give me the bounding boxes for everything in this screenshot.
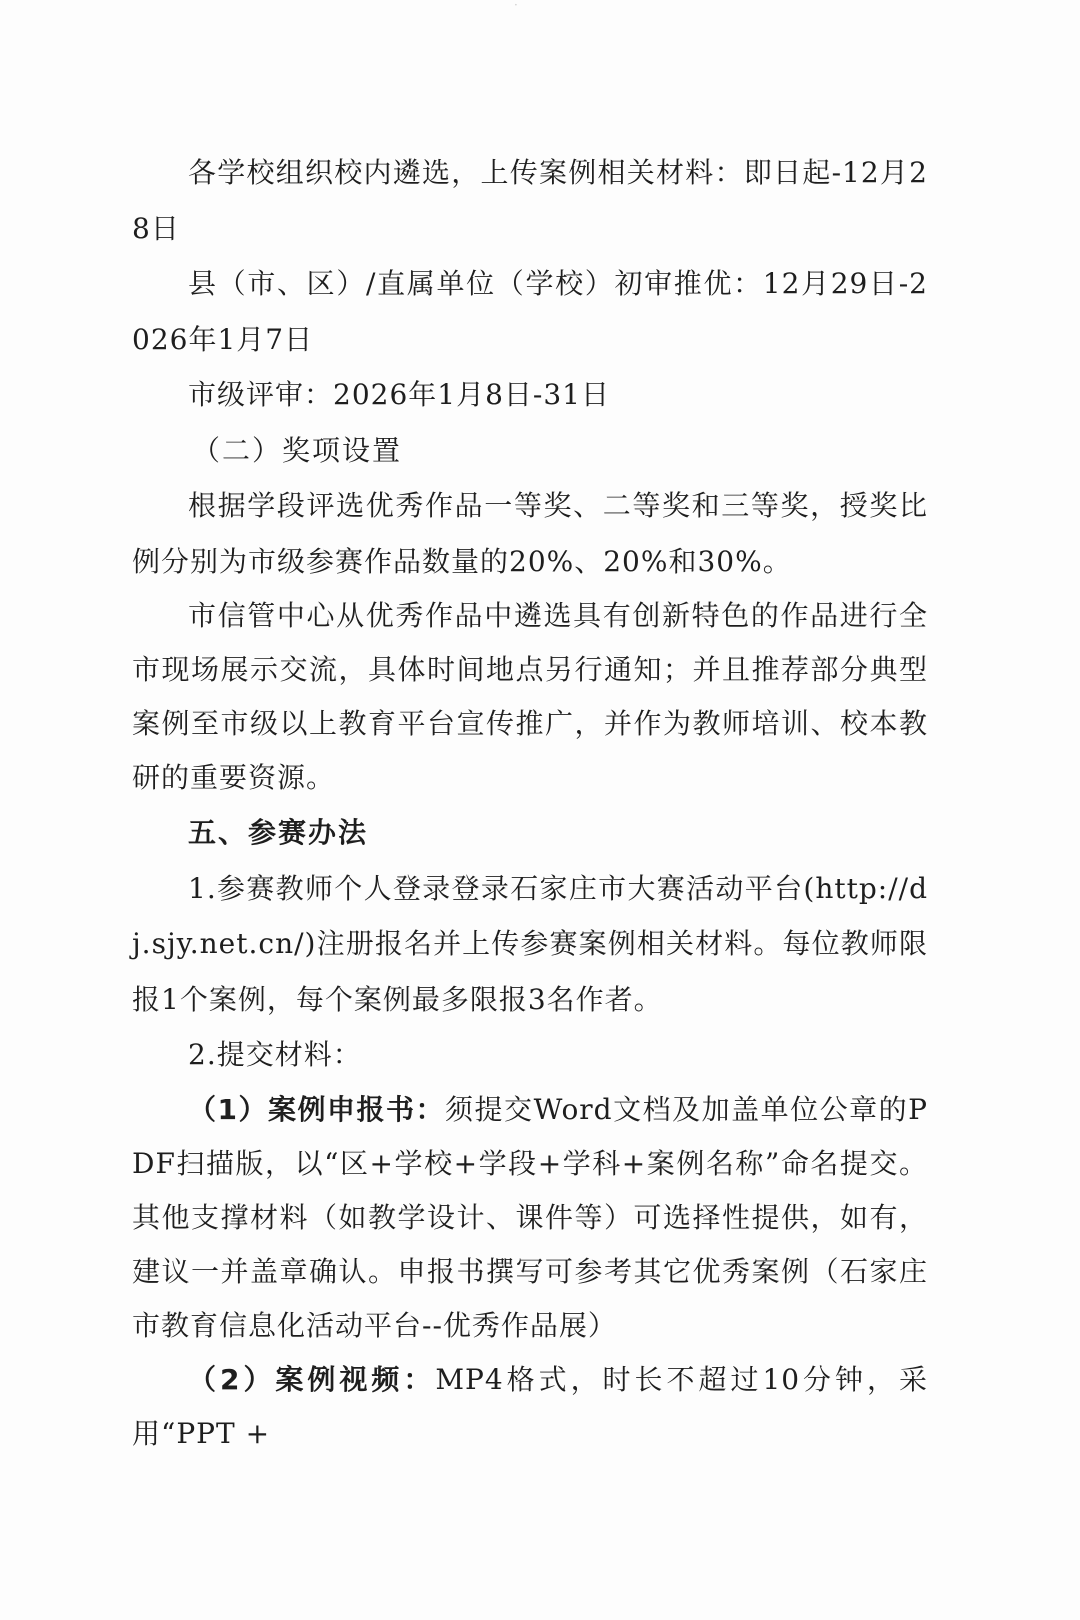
- document-content: [132, 145, 928, 1461]
- city-review-schedule: 市级评审：2026年1月8日-31日: [188, 378, 610, 411]
- award-ratio-paragraph: 根据学段评选优秀作品一等奖、二等奖和三等奖，授奖比例分别为市级参赛作品数量的20%、20%和30%。: [132, 489, 928, 578]
- awards-section-title: （二）奖项设置: [192, 433, 403, 467]
- material-item: [132, 1353, 928, 1461]
- material-label: （2）案例视频：: [188, 1362, 436, 1396]
- material-label: （1）案例申报书：: [188, 1092, 446, 1126]
- county-review-schedule: 县（市、区）/直属单位（学校）初审推优：12月29日-2026年1月7日: [132, 267, 928, 356]
- promotion-paragraph: 市信管中心从优秀作品中遴选具有创新特色的作品进行全市现场展示交流，具体时间地点另行通知；并且推荐部分典型案例至市级以上教育平台宣传推广，并作为教师培训、校本教研的重要资源。: [132, 599, 928, 794]
- registration-paragraph: 1.参赛教师个人登录登录石家庄市大赛活动平台(http://dj.sjy.net.cn/)注册报名并上传参赛案例相关材料。每位教师限报1个案例，每个案例最多限报3名作者。: [132, 871, 928, 1016]
- material-description: MP4格式，时长不超过10分钟，采用“PPT +: [132, 1362, 928, 1450]
- material-item: [132, 1083, 928, 1353]
- materials-heading: 2.提交材料：: [188, 1038, 362, 1071]
- school-selection-schedule: 各学校组织校内遴选，上传案例相关材料：即日起-12月28日: [132, 156, 928, 245]
- participation-section-title: 五、参赛办法: [188, 816, 369, 849]
- top-scan-mark: ·: [514, 0, 518, 12]
- material-description: 须提交Word文档及加盖单位公章的PDF扫描版，以“区+学校+学段+学科+案例名称”命名提交。其他支撑材料（如教学设计、课件等）可选择性提供，如有，建议一并盖章确认。申报书撰写可参考其它优秀案例（石家庄市教育信息化活动平台--优秀作品展）: [132, 1092, 929, 1342]
